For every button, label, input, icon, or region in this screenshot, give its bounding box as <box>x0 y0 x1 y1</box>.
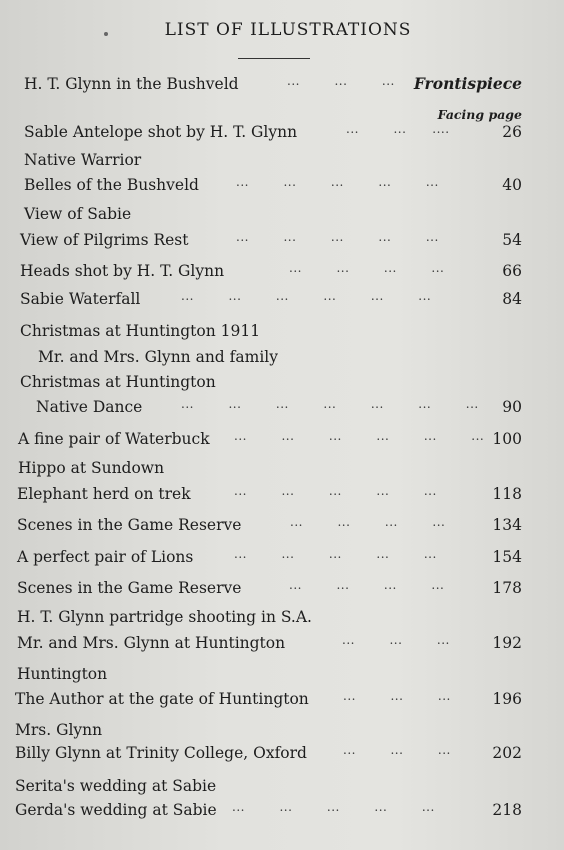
entry-title: A fine pair of Waterbuck <box>18 430 210 448</box>
illustration-entry <box>0 514 564 536</box>
entry-title: Belles of the Bushveld <box>24 176 199 194</box>
leader-dots: ... ... ... ... ... ... ... <box>181 397 479 411</box>
leader-dots: ... ... ... ... <box>289 261 445 275</box>
entry-title: Christmas at Huntington 1911 <box>20 322 261 340</box>
page-number: 192 <box>492 634 522 652</box>
page-number: 118 <box>492 485 522 503</box>
entry-title: Serita's wedding at Sabie <box>15 777 217 795</box>
entry-title: H. T. Glynn in the Bushveld <box>24 75 239 93</box>
illustration-entry <box>0 121 564 143</box>
illustration-entry <box>0 73 564 95</box>
page-number: 134 <box>492 516 522 534</box>
entry-title: Billy Glynn at Trinity College, Oxford <box>15 744 307 762</box>
illustration-entry <box>0 799 564 821</box>
entry-title: H. T. Glynn partridge shooting in S.A. <box>17 608 312 626</box>
leader-dots: ... ... ... <box>343 743 451 757</box>
illustration-entry <box>0 719 564 741</box>
entry-title: Heads shot by H. T. Glynn <box>20 262 225 280</box>
illustration-entry <box>0 320 564 342</box>
entry-title: Mr. and Mrs. Glynn at Huntington <box>17 634 286 652</box>
illustration-entry <box>0 260 564 282</box>
facing-page-label: Facing page <box>437 107 522 122</box>
page-number: 66 <box>502 262 522 280</box>
page-number: 84 <box>502 290 522 308</box>
page-number: 196 <box>492 690 522 708</box>
entry-title: Sable Antelope shot by H. T. Glynn <box>24 123 298 141</box>
illustration-entry <box>0 396 564 418</box>
illustration-entry <box>0 428 564 450</box>
entry-title: Native Dance <box>36 398 143 416</box>
page-number: 218 <box>492 801 522 819</box>
illustration-entry <box>0 346 564 368</box>
entry-title: Huntington <box>17 665 108 683</box>
leader-dots: ... ... ... <box>342 633 450 647</box>
entry-title: A perfect pair of Lions <box>17 548 194 566</box>
entry-title: Mr. and Mrs. Glynn and family <box>38 348 279 366</box>
title-underline <box>238 58 310 59</box>
leader-dots: ... ... ... ... ... <box>234 484 437 498</box>
entry-title: Hippo at Sundown <box>18 459 165 477</box>
leader-dots: ... ... ... ... ... <box>232 800 435 814</box>
entry-title: Scenes in the Game Reserve <box>17 516 242 534</box>
illustration-entry <box>0 149 564 171</box>
frontispiece-label: Frontispiece <box>413 74 522 93</box>
entry-title: View of Sabie <box>24 205 132 223</box>
illustration-entry <box>0 775 564 797</box>
leader-dots: ... ... ... <box>343 689 451 703</box>
illustration-entry <box>0 371 564 393</box>
entry-title: Elephant herd on trek <box>17 485 191 503</box>
illustration-entry <box>0 229 564 251</box>
page-number: 26 <box>502 123 522 141</box>
page-number: 100 <box>492 430 522 448</box>
page-number: 202 <box>492 744 522 762</box>
page-number: 154 <box>492 548 522 566</box>
illustration-entry <box>0 577 564 599</box>
illustration-entry <box>0 663 564 685</box>
entry-title: View of Pilgrims Rest <box>20 231 189 249</box>
page-number: 90 <box>502 398 522 416</box>
illustration-entry <box>0 203 564 225</box>
leader-dots: ... ... ... ... ... ... <box>181 289 432 303</box>
illustration-entry <box>0 742 564 764</box>
leader-dots: ... ... .... <box>346 122 450 136</box>
entry-title: Mrs. Glynn <box>15 721 103 739</box>
illustration-entry <box>0 483 564 505</box>
leader-dots: ... ... ... ... ... <box>234 547 437 561</box>
leader-dots: ... ... ... ... ... ... <box>234 429 485 443</box>
leader-dots: ... ... ... ... <box>289 578 445 592</box>
entry-title: The Author at the gate of Huntington <box>15 690 309 708</box>
illustration-entry <box>0 457 564 479</box>
entry-title: Scenes in the Game Reserve <box>17 579 242 597</box>
page-number: 178 <box>492 579 522 597</box>
illustration-entry <box>0 174 564 196</box>
entry-title: Christmas at Huntington <box>20 373 216 391</box>
entry-title: Sabie Waterfall <box>20 290 141 308</box>
entry-title: Gerda's wedding at Sabie <box>15 801 217 819</box>
leader-dots: ... ... ... <box>287 74 395 88</box>
entry-title: Native Warrior <box>24 151 142 169</box>
illustration-entry <box>0 288 564 310</box>
illustration-entry <box>0 546 564 568</box>
page-number: 54 <box>502 231 522 249</box>
illustration-entry <box>0 606 564 628</box>
illustration-entry <box>0 632 564 654</box>
page-number: 40 <box>502 176 522 194</box>
leader-dots: ... ... ... ... ... <box>236 175 439 189</box>
leader-dots: ... ... ... ... ... <box>236 230 439 244</box>
illustration-entry <box>0 688 564 710</box>
page-title: LIST OF ILLUSTRATIONS <box>164 20 412 40</box>
leader-dots: ... ... ... ... <box>290 515 446 529</box>
